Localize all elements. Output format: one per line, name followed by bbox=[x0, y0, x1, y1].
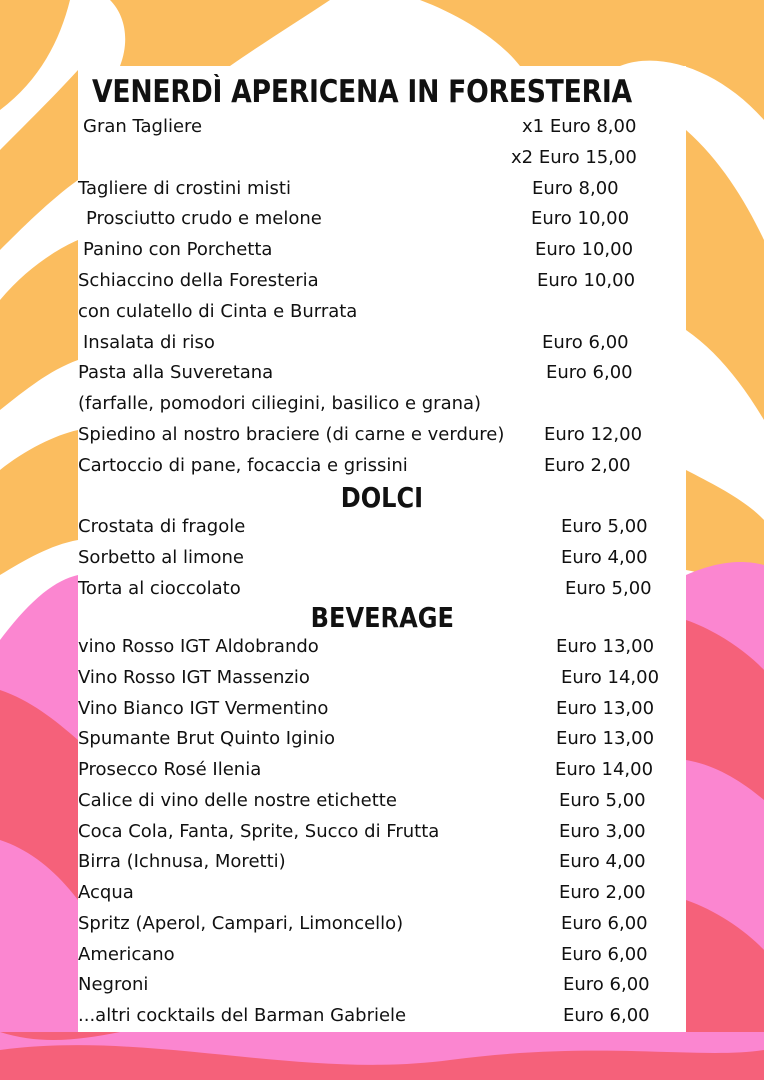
beverage-menu-row bbox=[78, 694, 686, 724]
item-name: Acqua bbox=[78, 882, 134, 903]
section-title-dolci-label: DOLCI bbox=[340, 481, 424, 514]
apericena-menu-row bbox=[78, 204, 686, 234]
item-price: Euro 10,00 bbox=[537, 270, 636, 291]
item-name: Calice di vino delle nostre etichette bbox=[78, 789, 397, 811]
item-price: Euro 10,00 bbox=[531, 208, 630, 230]
item-price: Euro 2,00 bbox=[559, 882, 646, 903]
apericena-menu-row bbox=[78, 235, 686, 265]
item-price: Euro 5,00 bbox=[565, 578, 652, 599]
beverage-menu-row bbox=[78, 847, 686, 877]
apericena-menu-row bbox=[78, 143, 686, 173]
beverage-menu-row bbox=[78, 786, 686, 816]
item-name: Coca Cola, Fanta, Sprite, Succo di Frutta bbox=[78, 820, 440, 842]
item-price: Euro 6,00 bbox=[561, 943, 648, 965]
item-price: Euro 8,00 bbox=[532, 177, 619, 199]
apericena-menu-row bbox=[78, 266, 686, 296]
apericena-menu-row bbox=[78, 389, 686, 419]
item-name: Gran Tagliere bbox=[83, 116, 203, 137]
item-name: Crostata di fragole bbox=[78, 516, 246, 537]
item-price: Euro 6,00 bbox=[563, 1005, 650, 1026]
menu-card bbox=[78, 66, 686, 1032]
beverage-menu-row bbox=[78, 663, 686, 693]
apericena-menu-row bbox=[78, 328, 686, 358]
item-price: Euro 3,00 bbox=[559, 820, 646, 842]
apericena-menu-row bbox=[78, 420, 686, 450]
item-price: Euro 6,00 bbox=[542, 331, 629, 353]
item-name: vino Rosso IGT Aldobrando bbox=[78, 636, 319, 657]
section-title-beverage-label: BEVERAGE bbox=[310, 601, 454, 634]
dolci-menu-row bbox=[78, 512, 686, 542]
item-name: (farfalle, pomodori ciliegini, basilico e grana) bbox=[78, 393, 482, 415]
item-name: Insalata di riso bbox=[83, 331, 215, 353]
beverage-menu-row bbox=[78, 1001, 686, 1031]
apericena-menu-row bbox=[78, 112, 686, 142]
item-price: Euro 4,00 bbox=[561, 547, 648, 568]
dolci-menu-row bbox=[78, 543, 686, 573]
item-name: Cartoccio di pane, focaccia e grissini bbox=[78, 454, 408, 476]
item-price: Euro 10,00 bbox=[535, 239, 634, 261]
item-price: Euro 4,00 bbox=[559, 851, 646, 873]
item-price: Euro 12,00 bbox=[544, 424, 643, 445]
item-name: Prosecco Rosé Ilenia bbox=[78, 759, 262, 780]
beverage-menu-row bbox=[78, 940, 686, 970]
item-price: Euro 2,00 bbox=[544, 454, 631, 476]
apericena-menu-row bbox=[78, 358, 686, 388]
item-name: Schiaccino della Foresteria bbox=[78, 270, 319, 291]
item-name: Americano bbox=[78, 943, 175, 965]
section-title-dolci bbox=[78, 480, 686, 516]
item-price: Euro 5,00 bbox=[559, 789, 646, 811]
section-title-beverage bbox=[78, 600, 686, 636]
item-name: Vino Rosso IGT Massenzio bbox=[78, 666, 310, 688]
item-name: Prosciutto crudo e melone bbox=[86, 208, 322, 230]
menu-title: VENERDÌ APERICENA IN FORESTERIA bbox=[92, 74, 632, 110]
item-price: Euro 13,00 bbox=[556, 728, 655, 750]
beverage-menu-row bbox=[78, 724, 686, 754]
item-name: Vino Bianco IGT Vermentino bbox=[78, 697, 329, 719]
apericena-menu-row bbox=[78, 451, 686, 481]
item-name: Spiedino al nostro braciere (di carne e verdure) bbox=[78, 424, 505, 445]
item-price: Euro 14,00 bbox=[555, 759, 654, 780]
apericena-menu-row bbox=[78, 297, 686, 327]
item-name: Sorbetto al limone bbox=[78, 547, 244, 568]
item-name: Spritz (Aperol, Campari, Limoncello) bbox=[78, 912, 404, 934]
beverage-menu-row bbox=[78, 817, 686, 847]
item-name: Birra (Ichnusa, Moretti) bbox=[78, 851, 286, 873]
item-name: Spumante Brut Quinto Iginio bbox=[78, 728, 335, 750]
item-price: Euro 14,00 bbox=[561, 666, 660, 688]
item-price: Euro 5,00 bbox=[561, 516, 648, 537]
item-price: Euro 13,00 bbox=[556, 697, 655, 719]
item-name: Panino con Porchetta bbox=[83, 239, 273, 261]
apericena-menu-row bbox=[78, 174, 686, 204]
item-name: Tagliere di crostini misti bbox=[78, 177, 291, 199]
item-price: Euro 6,00 bbox=[546, 362, 633, 384]
item-price: x1 Euro 8,00 bbox=[522, 116, 637, 137]
beverage-menu-row bbox=[78, 909, 686, 939]
item-name: con culatello di Cinta e Burrata bbox=[78, 300, 358, 322]
item-name: Negroni bbox=[78, 974, 149, 996]
item-price: Euro 6,00 bbox=[563, 974, 650, 996]
beverage-menu-row bbox=[78, 632, 686, 662]
item-price: Euro 13,00 bbox=[556, 636, 655, 657]
beverage-menu-row bbox=[78, 878, 686, 908]
item-price: x2 Euro 15,00 bbox=[511, 146, 637, 168]
beverage-menu-row bbox=[78, 970, 686, 1000]
item-price: Euro 6,00 bbox=[561, 912, 648, 934]
item-name: Torta al cioccolato bbox=[78, 578, 241, 599]
beverage-menu-row bbox=[78, 755, 686, 785]
item-name: Pasta alla Suveretana bbox=[78, 362, 274, 384]
item-name: ...altri cocktails del Barman Gabriele bbox=[78, 1005, 407, 1026]
